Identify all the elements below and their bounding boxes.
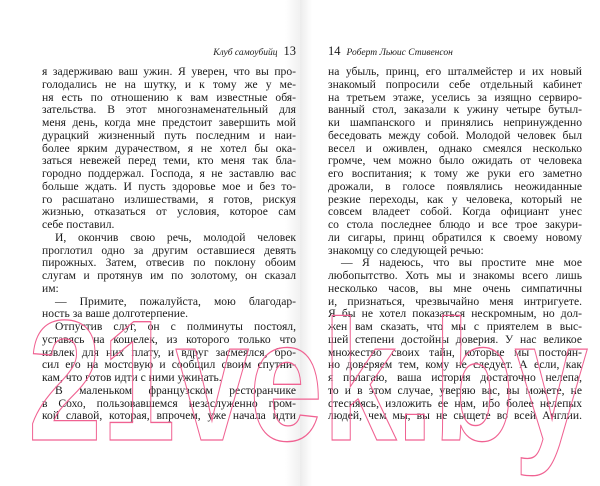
text-line: ность за ваше долготерпение. (42, 307, 189, 321)
text-line: ня есть по отношению к вам известные обя- (42, 90, 296, 104)
text-line: ли сигары, принц обратился к своему новому (328, 230, 582, 244)
text-line: проглотил одно за другим оставшиеся девять (42, 243, 296, 257)
text-line: в Сохо, пользовавшемся незаслуженно гром- (42, 396, 296, 410)
text-line: жен вам сказать, что мы с приятелем в выс- (328, 320, 582, 333)
text-line: и, признаться, чрезвычайно меня интригуете. (328, 294, 582, 308)
text-line: множество своих тайн, которые мы постоян- (328, 345, 582, 359)
text-line: знакомцу со следующей речью: (328, 243, 484, 257)
right-page (300, 0, 600, 486)
text-line: кам, что готов идти с ними ужинать. (42, 371, 222, 384)
text-line: ванный стол, заказали к ужину четыре бутыл- (328, 103, 582, 117)
page-number: 14 (328, 44, 341, 58)
text-line: им: (42, 281, 59, 295)
text-line: городно поддержал. Господа, я не заставлю вас (42, 167, 296, 180)
text-line: на убыль, принц, его шталмейстер и их новый (328, 65, 582, 78)
text-line: со стола последнее блюдо и все трое закури- (328, 218, 582, 231)
running-header (213, 44, 296, 59)
text-line: извлек для них плату, и вдруг засмеялся, бро- (42, 345, 296, 359)
text-line: Отпустив слуг, он с полминуты постоял, (55, 320, 296, 333)
text-line: любопытство. Хоть мы и знакомы всего лишь (328, 269, 582, 282)
text-line: сил его на мостовую и сообщил своим спутни- (42, 358, 296, 372)
text-line: но доверяем тем, кому не следует. А если, как (328, 358, 582, 372)
text-line: пирожных. Затем, отвесив по поклону обоим (42, 256, 296, 270)
running-title: Роберт Льюис Стивенсон (346, 48, 453, 58)
text-line: несколько часов, вы мне очень симпатичны (328, 281, 582, 295)
text-line: ки шампанского и принялись непринужденно (328, 116, 582, 129)
text-line: жизнью, отказаться от условия, которое сам (42, 205, 296, 219)
text-line: — Примите, пожалуйста, мою благодар- (55, 294, 296, 308)
text-line: более ярким дурачеством, я не хотел бы ока- (42, 141, 296, 155)
text-line: зательства. В этот многознаменательный для (42, 103, 296, 117)
text-line: его воспитания; к тому же руки его заметно (328, 167, 582, 180)
text-line: Я бы не хотел показаться нескромным, но дол- (328, 307, 582, 321)
body-text (328, 66, 582, 423)
text-line: голодались не на шутку, и к тому же у ме- (42, 77, 296, 91)
text-line: я задерживаю ваш ужин. Я уверен, что вы про- (42, 65, 296, 78)
text-line: громче, чем можно было ожидать от человека (328, 154, 582, 168)
text-line: больше ждать. И пусть здоровье мое и без то- (42, 179, 296, 193)
text-line: стесняясь, изложить ее нам, ибо более нелепых (328, 396, 582, 410)
text-line: весел и оживлен, однако смеялся несколько (328, 141, 582, 155)
text-line: дрожали, в голосе появлялись неожиданные (328, 179, 582, 193)
text-line: знакомый попросили себе отдельный кабинет (328, 77, 582, 91)
text-line: людей, чем мы, вы не сыщете во всей Англии. (328, 409, 582, 423)
running-title: Клуб самоубийц (213, 48, 278, 58)
text-line: — Я надеюсь, что вы простите мне мое (341, 256, 582, 270)
body-text (42, 66, 296, 423)
text-line: слугам и протянув им по золотому, он сказал (42, 269, 296, 282)
text-line: совсем владеет собой. Когда официант унес (328, 205, 582, 219)
page-number: 13 (283, 44, 296, 58)
text-line: на третьем этаже, уселись за изящно сервиро- (328, 90, 582, 104)
text-line: то и в этом случае, уверяю вас, вы можете, не (328, 383, 582, 397)
text-line: дурацкий жизненный путь последним и наи- (42, 128, 296, 142)
text-line: заться невежей перед теми, кто меня так бла- (42, 154, 296, 168)
text-line: уставясь на кошелек, из которого только что (42, 332, 296, 346)
text-line: беседовать между собой. Молодой человек был (328, 128, 582, 142)
text-line: И, окончив свою речь, молодой человек (55, 230, 296, 244)
text-line: я полагаю, ваша история достаточно нелепа, (328, 371, 582, 384)
text-line: резкие переходы, как у человека, который не (328, 192, 582, 206)
watermark-text: 21vek.by (28, 285, 588, 477)
text-line: кой славой, которая, впрочем, уже начала идти (42, 409, 296, 423)
text-line: В маленьком французском ресторанчике (55, 383, 296, 397)
text-line: себе поставил. (42, 218, 115, 231)
text-line: го расшатано излишествами, я готов, рискуя (42, 192, 296, 206)
text-line: шей степени достойны доверия. У нас великое (328, 332, 582, 346)
running-header (328, 44, 453, 59)
text-line: меня день, когда мне предстоит завершить мой (42, 116, 296, 129)
